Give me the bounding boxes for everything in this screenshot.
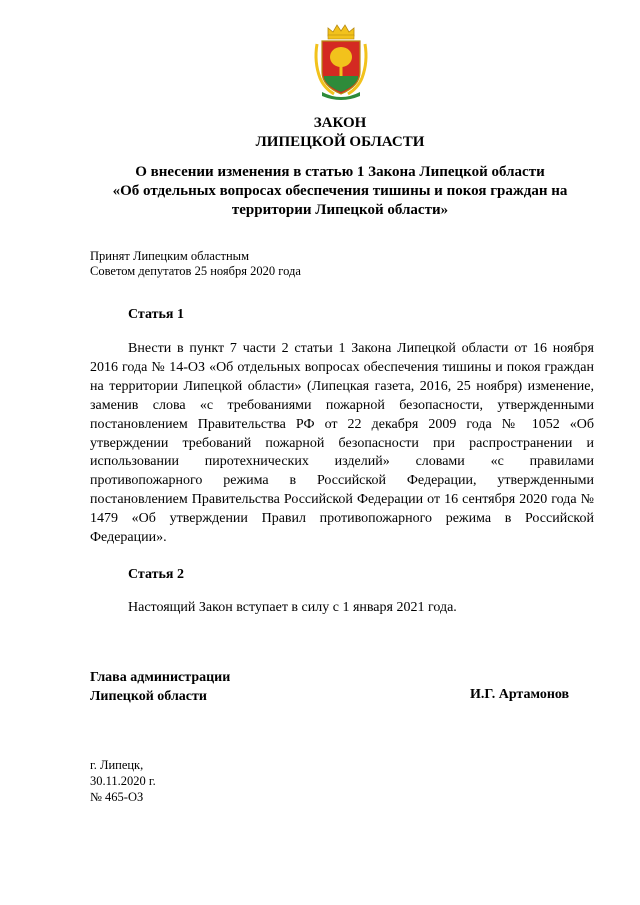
document-footer bbox=[90, 757, 156, 805]
adoption-line2: Советом депутатов 25 ноября 2020 года bbox=[90, 264, 301, 278]
footer-date: 30.11.2020 г. bbox=[90, 774, 156, 788]
adoption-line1: Принят Липецким областным bbox=[90, 249, 249, 263]
lipetsk-coat-of-arms-icon bbox=[312, 22, 370, 100]
law-title-line1: ЗАКОН bbox=[313, 115, 367, 131]
article1-heading: Статья 1 bbox=[128, 307, 184, 322]
law-subject-line3: территории Липецкой области» bbox=[231, 202, 449, 218]
adoption-note bbox=[90, 249, 301, 279]
signer-name: И.Г. Артамонов bbox=[470, 687, 570, 702]
footer-city: г. Липецк, bbox=[90, 758, 144, 772]
law-subject-line1: О внесении изменения в статью 1 Закона Липецкой области bbox=[135, 164, 545, 180]
article2-text: Настоящий Закон вступает в силу с 1 января 2021 года. bbox=[128, 600, 457, 615]
signature-position bbox=[90, 668, 230, 706]
law-subject bbox=[60, 163, 620, 220]
law-title bbox=[60, 114, 620, 152]
law-subject-line2: «Об отдельных вопросах обеспечения тишины и покоя граждан на bbox=[112, 183, 568, 199]
signature-position-line2: Липецкой области bbox=[90, 689, 207, 704]
article1-text: Внести в пункт 7 части 2 статьи 1 Закона Липецкой области от 16 ноября 2016 года № 14-ОЗ «Об отдельных вопросах обеспечения тишины и покоя граждан на территории Липецкой области» (Липецкая газета, 2016, 25 ноября) изменение, заменив слова «с требованиями пожарной безопасности, утвержденными постановлением Правительства РФ от 22 декабря 2009 года № 1052 «Об утверждении требований пожарной безопасности при распространении и использовании пиротехнических изделий» словами «с правилами противопожарного режима в Российской Федерации, утвержденными постановлением Правительства Российской Федерации от 16 сентября 2020 года № 1479 «Об утверждении Правил противопожарного режима в Российской Федерации». bbox=[90, 341, 594, 546]
footer-number: № 465-ОЗ bbox=[90, 790, 144, 804]
signature-position-line1: Глава администрации bbox=[90, 670, 231, 685]
article2-heading: Статья 2 bbox=[128, 567, 184, 582]
law-title-line2: ЛИПЕЦКОЙ ОБЛАСТИ bbox=[255, 134, 425, 150]
